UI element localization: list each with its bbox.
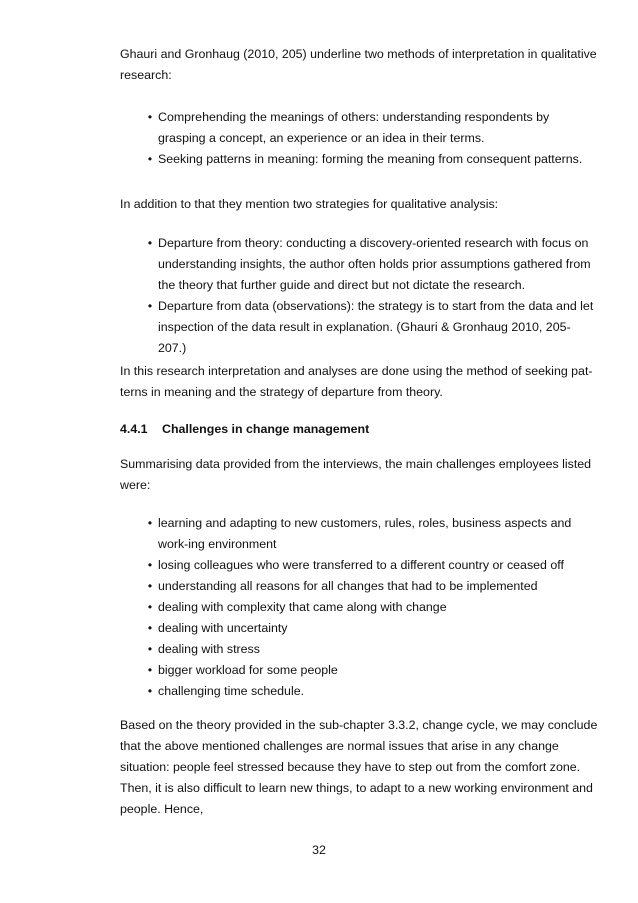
strategies-paragraph: In addition to that they mention two strategies for qualitative analysis: [120,197,499,211]
list-item [120,576,598,597]
list-item-text: Comprehending the meanings of others: understanding respondents by grasping a concept, an experience or an idea in their terms. [158,110,550,145]
method-paragraph: In this research interpretation and analyses are done using the method of seeking pat-terns in meaning and the strategy of departure from theory. [120,364,593,399]
list-item [120,513,598,555]
list-item-text: dealing with complexity that came along with change [158,600,447,614]
interpretation-methods-list [120,107,598,170]
bullet-icon: • [147,558,153,572]
list-item [120,681,598,702]
bullet-icon: • [147,516,153,530]
section-number: 4.4.1 [120,422,148,436]
list-item-text: dealing with stress [158,642,260,656]
section-heading [120,419,598,440]
list-item-text: Seeking patterns in meaning: forming the meaning from consequent patterns. [158,152,583,166]
bullet-icon: • [147,600,153,614]
bullet-icon: • [147,684,153,698]
bullet-icon: • [147,642,153,656]
intro-paragraph: Ghauri and Gronhaug (2010, 205) underline two methods of interpretation in qualitative research: [120,47,597,82]
list-item-text: Departure from data (observations): the strategy is to start from the data and let inspection of the data result in explanation. (Ghauri & Gronhaug 2010, 205-207.) [158,299,594,355]
list-item [120,296,598,359]
list-item [120,660,598,681]
bullet-icon: • [147,110,153,124]
bullet-icon: • [147,152,153,166]
list-item-text: Departure from theory: conducting a discovery-oriented research with focus on understanding insights, the author often holds prior assumptions gathered from the theory that further guide and direct but not dictate the research. [158,236,591,292]
list-item [120,233,598,296]
list-item-text: losing colleagues who were transferred to a different country or ceased off [158,558,564,572]
bullet-icon: • [147,299,153,313]
bullet-icon: • [147,663,153,677]
list-item-text: understanding all reasons for all changes that had to be implemented [158,579,538,593]
list-item-text: bigger workload for some people [158,663,338,677]
list-item-text: dealing with uncertainty [158,621,288,635]
summary-paragraph: Summarising data provided from the interviews, the main challenges employees listed were: [120,457,592,492]
list-item [120,555,598,576]
list-item-text: learning and adapting to new customers, rules, roles, business aspects and work-ing environment [158,516,572,551]
bullet-icon: • [147,236,153,250]
list-item [120,618,598,639]
list-item [120,107,598,149]
list-item [120,149,598,170]
challenges-list [120,513,598,702]
bullet-icon: • [147,621,153,635]
section-title: Challenges in change management [162,422,370,436]
analysis-strategies-list [120,233,598,359]
list-item-text: challenging time schedule. [158,684,305,698]
list-item [120,639,598,660]
conclusion-paragraph: Based on the theory provided in the sub-chapter 3.3.2, change cycle, we may conclude that the above mentioned challenges are normal issues that arise in any change situation: people feel stressed because they have to step out from the comfort zone. Then, it is also difficult to learn new things, to adapt to a new working environment and people. Hence, [120,718,598,816]
page-number: 32 [312,843,326,857]
bullet-icon: • [147,579,153,593]
list-item [120,597,598,618]
